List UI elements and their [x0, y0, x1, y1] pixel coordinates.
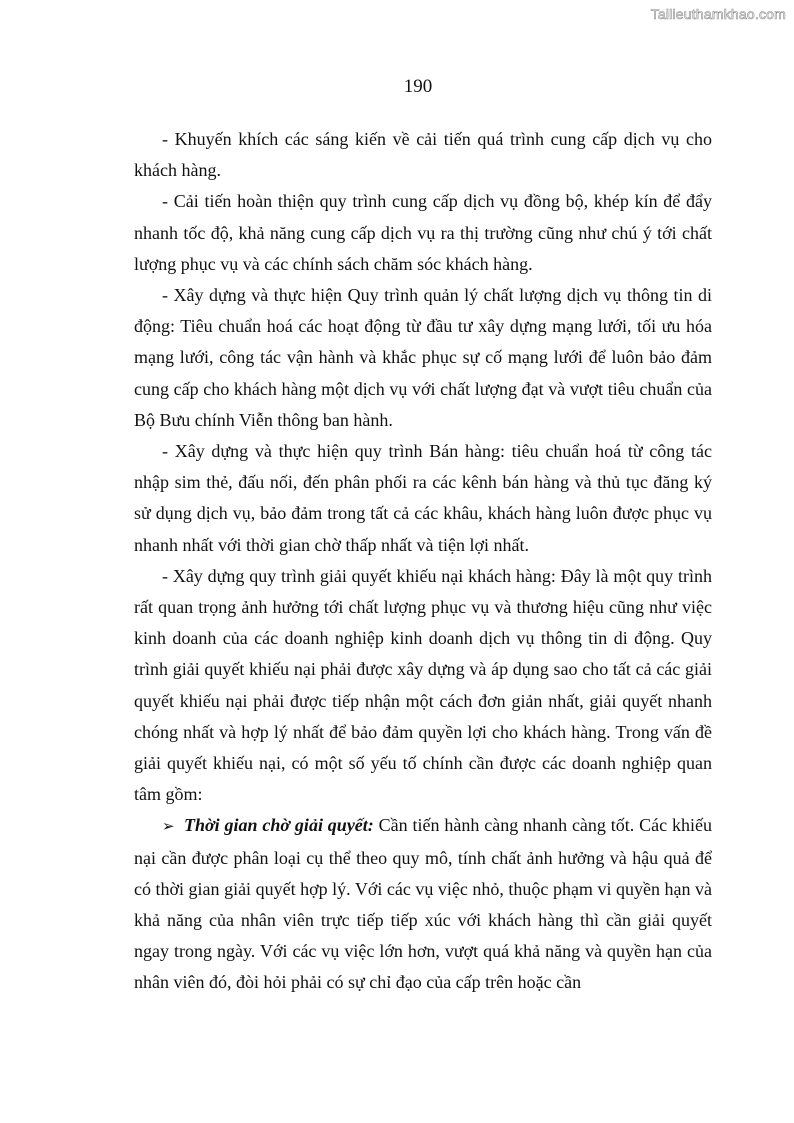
arrow-bullet-icon: ➢	[162, 817, 175, 836]
paragraph-3: - Xây dựng và thực hiện Quy trình quản lý chất lượng dịch vụ thông tin di động: Tiêu chuẩn hoá các hoạt động từ đầu tư xây dựng mạng lưới, tối ưu hóa mạng lưới, công tác vận hành và khắc phục sự cố mạng lưới để luôn bảo đảm cung cấp cho khách hàng một dịch vụ với chất lượng đạt và vượt tiêu chuẩn của Bộ Bưu chính Viễn thông ban hành.	[134, 285, 712, 430]
bullet-heading: Thời gian chờ giải quyết:	[184, 815, 374, 836]
bullet-text: Cần tiến hành càng nhanh càng tốt. Các khiếu nại cần được phân loại cụ thể theo quy mô, tính chất ảnh hưởng và hậu quả để có thời gian giải quyết hợp lý. Với các vụ việc nhỏ, thuộc phạm vi quyền hạn và khả năng của nhân viên trực tiếp tiếp xúc với khách hàng thì cần giải quyết ngay trong ngày. Với các vụ việc lớn hơn, vượt quá khả năng và quyền hạn của nhân viên đó, đòi hỏi phải có sự chỉ đạo của cấp trên hoặc cần	[134, 815, 712, 993]
document-body	[134, 124, 712, 999]
paragraph-2: - Cải tiến hoàn thiện quy trình cung cấp dịch vụ đồng bộ, khép kín để đẩy nhanh tốc độ, khả năng cung cấp dịch vụ ra thị trường cũng như chú ý tới chất lượng phục vụ và các chính sách chăm sóc khách hàng.	[134, 191, 712, 274]
watermark: Tailieuthamkhao.com	[650, 6, 786, 22]
paragraph-1: - Khuyến khích các sáng kiến về cải tiến quá trình cung cấp dịch vụ cho khách hàng.	[134, 129, 712, 181]
page-number: 190	[403, 76, 433, 97]
bullet-paragraph	[134, 810, 712, 998]
paragraph-4: - Xây dựng và thực hiện quy trình Bán hàng: tiêu chuẩn hoá từ công tác nhập sim thẻ, đấu nối, đến phân phối ra các kênh bán hàng và thủ tục đăng ký sử dụng dịch vụ, bảo đảm trong tất cả các khâu, khách hàng luôn được phục vụ nhanh nhất với thời gian chờ thấp nhất và tiện lợi nhất.	[134, 441, 712, 555]
paragraph-5: - Xây dựng quy trình giải quyết khiếu nại khách hàng: Đây là một quy trình rất quan trọng ảnh hưởng tới chất lượng phục vụ và thương hiệu cũng như việc kinh doanh của các doanh nghiệp kinh doanh dịch vụ thông tin di động. Quy trình giải quyết khiếu nại phải được xây dựng và áp dụng sao cho tất cả các giải quyết khiếu nại phải được tiếp nhận một cách đơn giản nhất, giải quyết nhanh chóng nhất và hợp lý nhất để bảo đảm quyền lợi cho khách hàng. Trong vấn đề giải quyết khiếu nại, có một số yếu tố chính cần được các doanh nghiệp quan tâm gồm:	[134, 565, 712, 805]
